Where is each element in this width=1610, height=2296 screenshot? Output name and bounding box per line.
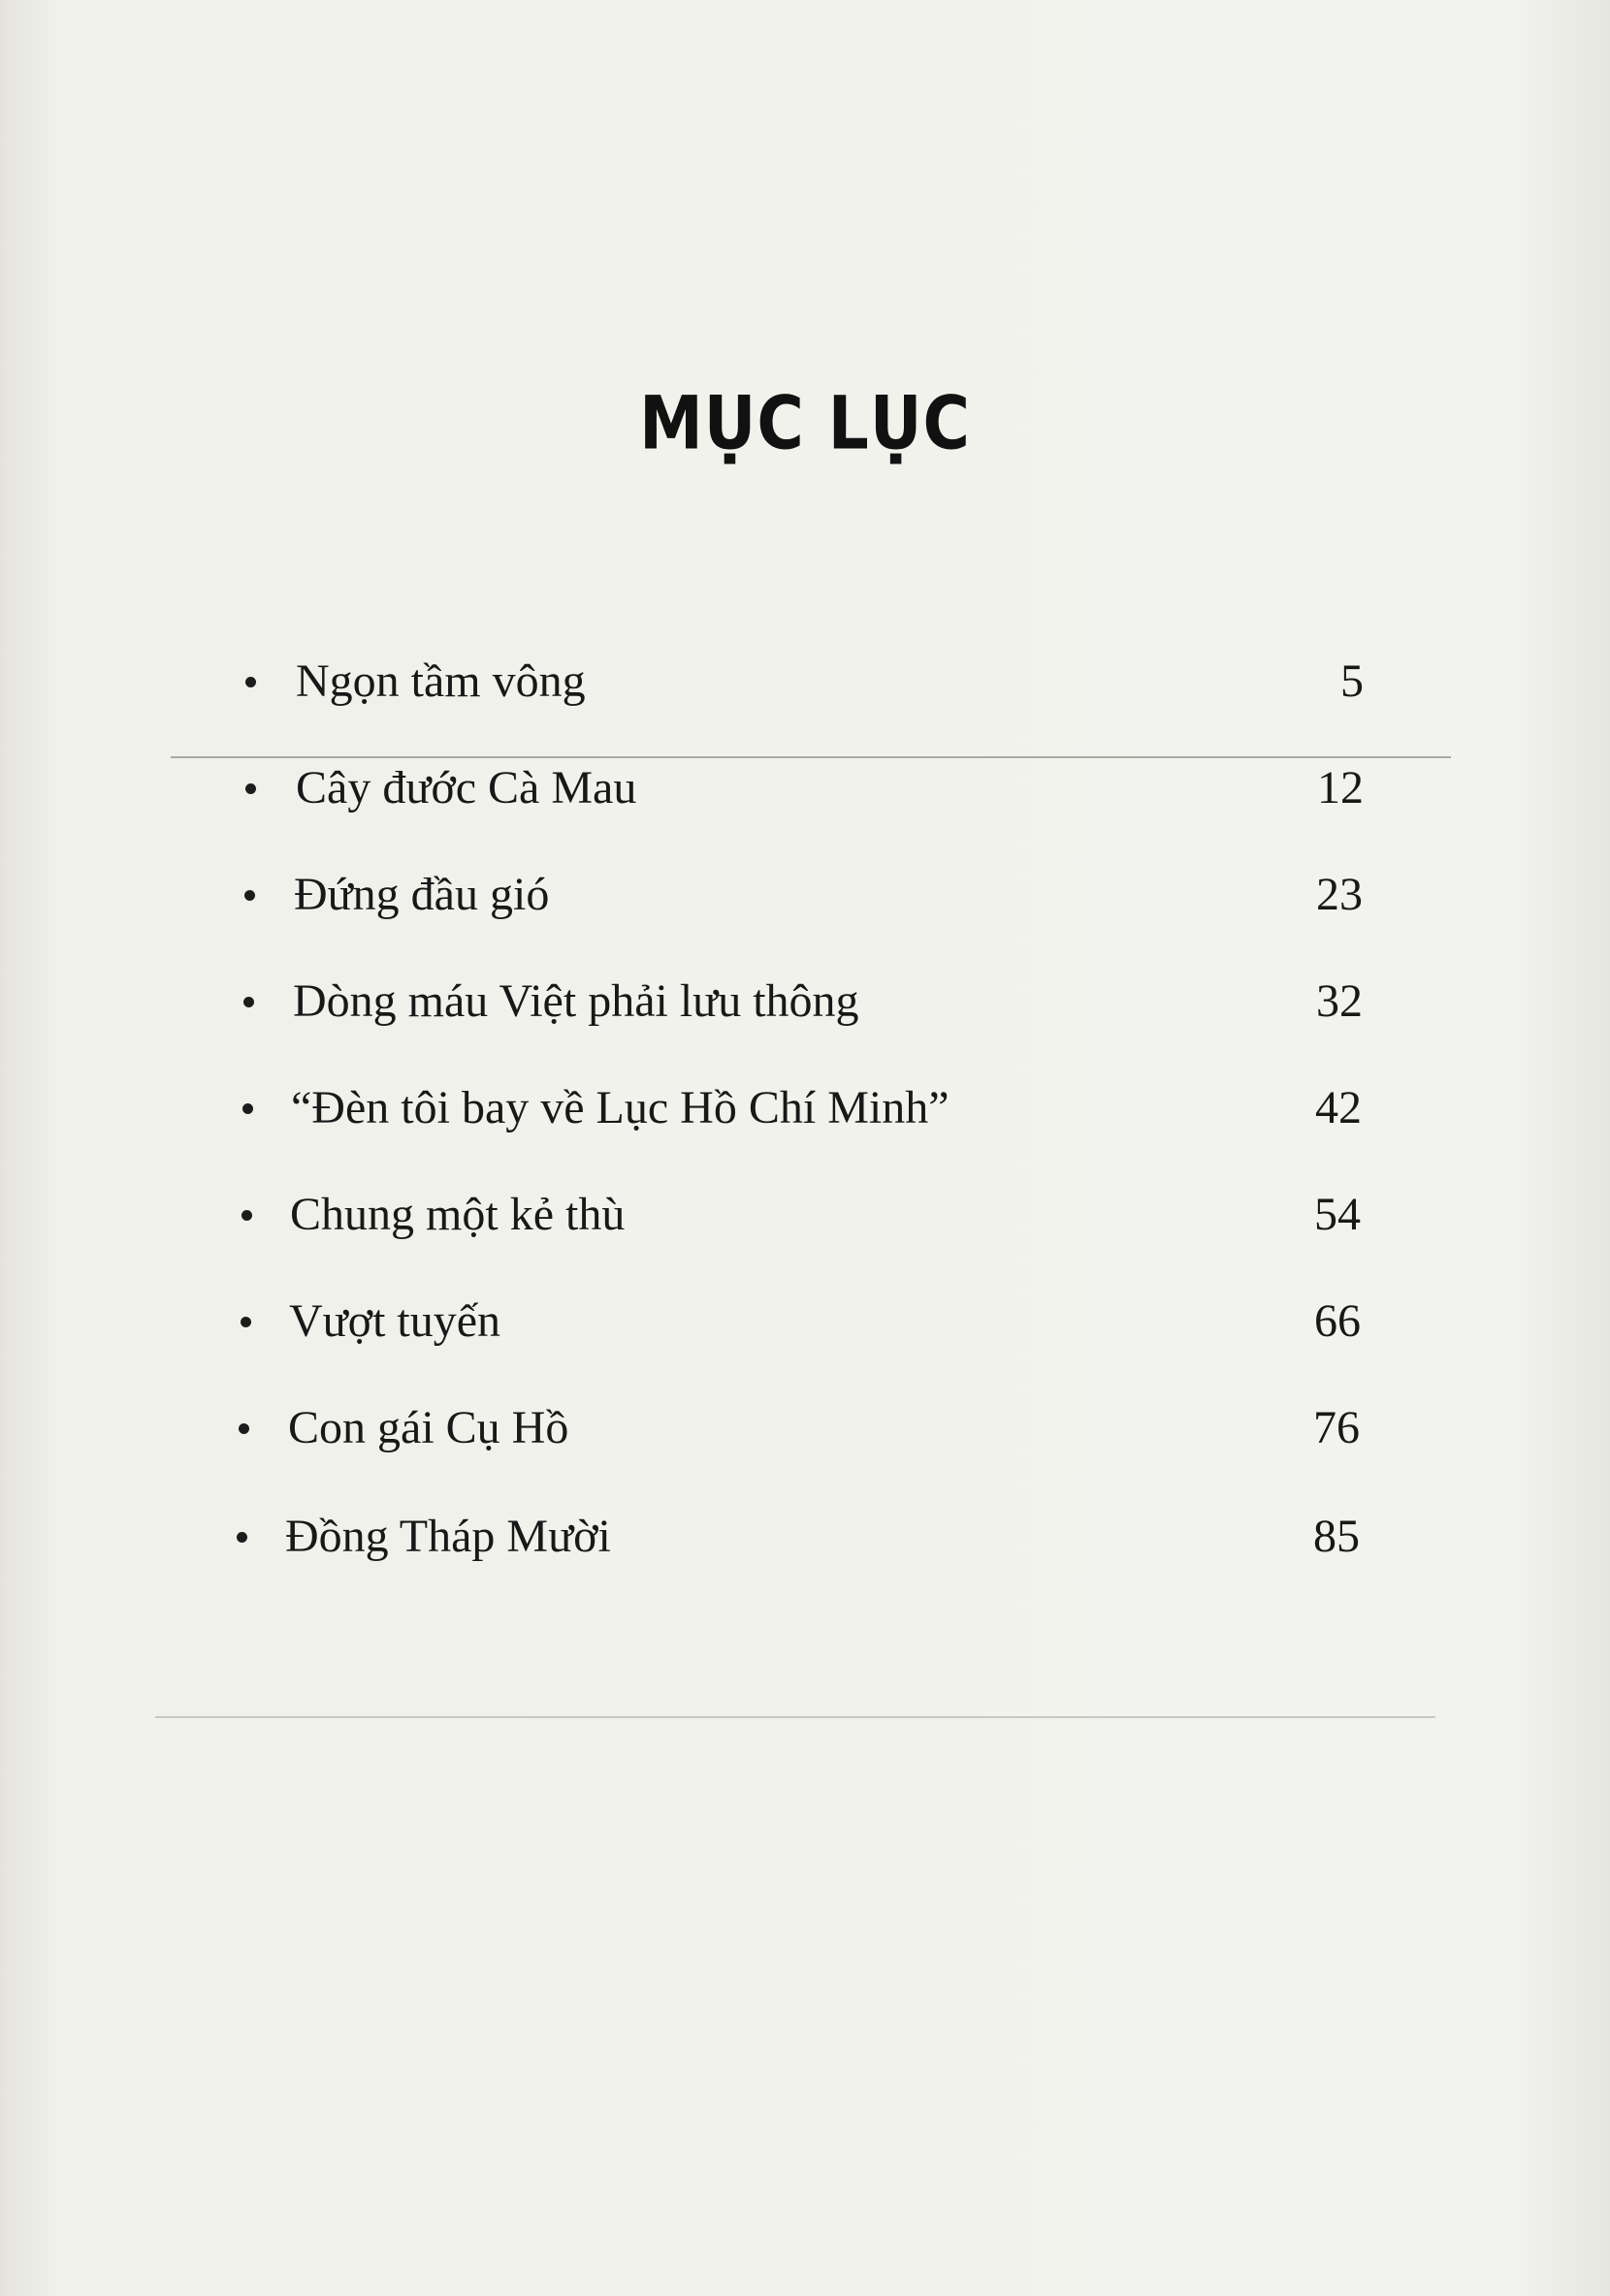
bullet-icon	[239, 1423, 249, 1434]
toc-item-title: Đồng Tháp Mười	[285, 1511, 611, 1562]
toc-item-page-number: 66	[1314, 1295, 1361, 1347]
toc-item-title: Con gái Cụ Hồ	[288, 1402, 569, 1453]
toc-item	[0, 1394, 1610, 1462]
toc-item	[0, 1074, 1610, 1142]
page-title: MỤC LỤC	[639, 380, 971, 466]
toc-item-page-number: 42	[1315, 1082, 1362, 1133]
toc-item-title: Dòng máu Việt phải lưu thông	[293, 975, 859, 1027]
toc-item-title: “Đèn tôi bay về Lục Hồ Chí Minh”	[291, 1082, 950, 1133]
toc-item	[0, 1288, 1610, 1355]
bullet-icon	[245, 677, 256, 687]
toc-item-page-number: 76	[1313, 1402, 1360, 1453]
toc-item-title: Ngọn tầm vông	[296, 655, 586, 707]
bullet-icon	[243, 997, 254, 1007]
toc-item	[0, 1181, 1610, 1249]
bullet-icon	[245, 783, 256, 794]
toc-item	[0, 1503, 1610, 1571]
toc-item-title: Chung một kẻ thù	[290, 1189, 626, 1240]
toc-item	[0, 968, 1610, 1036]
toc-item-page-number: 85	[1313, 1511, 1360, 1562]
toc-item	[0, 861, 1610, 929]
toc-item	[0, 754, 1610, 822]
bullet-icon	[241, 1317, 251, 1327]
toc-item-page-number: 5	[1340, 655, 1364, 707]
bullet-icon	[237, 1532, 247, 1543]
toc-item-page-number: 32	[1316, 975, 1363, 1027]
bullet-icon	[242, 1210, 252, 1221]
toc-item-title: Đứng đầu gió	[294, 869, 550, 920]
divider-bottom	[155, 1716, 1435, 1718]
bullet-icon	[242, 1103, 253, 1114]
bullet-icon	[244, 890, 255, 901]
toc-item-title: Cây đước Cà Mau	[296, 762, 637, 813]
toc-item-page-number: 23	[1316, 869, 1363, 920]
toc-item-page-number: 54	[1314, 1189, 1361, 1240]
toc-item-page-number: 12	[1317, 762, 1364, 813]
toc-item	[0, 648, 1610, 716]
toc-item-title: Vượt tuyến	[289, 1295, 501, 1347]
